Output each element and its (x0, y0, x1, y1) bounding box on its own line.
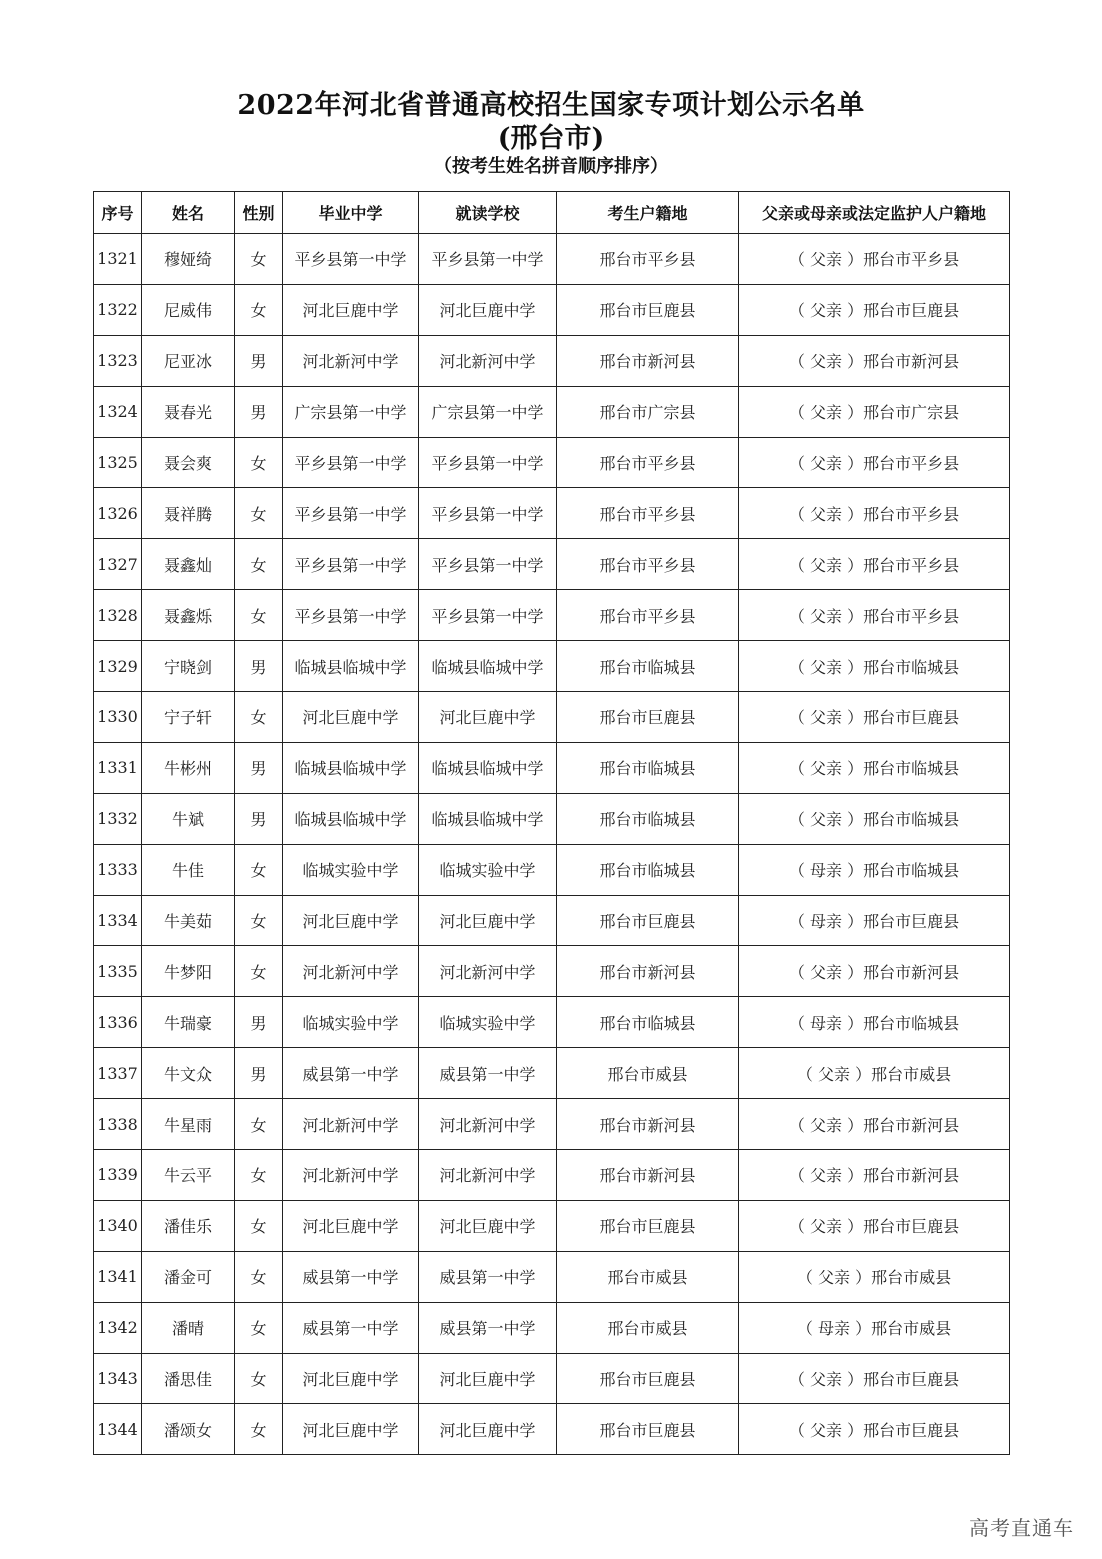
cell-name: 牛佳 (142, 844, 235, 895)
cell-gender: 女 (235, 590, 283, 641)
cell-student-registration: 邢台市平乡县 (557, 437, 739, 488)
cell-name: 牛星雨 (142, 1099, 235, 1150)
document-title: 2022年河北省普通高校招生国家专项计划公示名单 (237, 90, 865, 121)
cell-gender: 女 (235, 539, 283, 590)
table-row (94, 488, 1010, 539)
cell-number: 1324 (94, 386, 142, 437)
cell-current-school: 河北新河中学 (419, 1099, 557, 1150)
header-cell-current-school: 就读学校 (419, 192, 557, 234)
cell-graduation-school: 威县第一中学 (283, 1048, 419, 1099)
sort-note: （按考生姓名拼音顺序排序） (434, 156, 668, 177)
cell-current-school: 威县第一中学 (419, 1048, 557, 1099)
table-row (94, 641, 1010, 692)
cell-gender: 女 (235, 1200, 283, 1251)
cell-number: 1340 (94, 1200, 142, 1251)
cell-name: 宁晓剑 (142, 641, 235, 692)
cell-current-school: 临城实验中学 (419, 997, 557, 1048)
cell-name: 牛斌 (142, 793, 235, 844)
cell-number: 1326 (94, 488, 142, 539)
cell-student-registration: 邢台市平乡县 (557, 539, 739, 590)
cell-gender: 女 (235, 437, 283, 488)
cell-current-school: 河北巨鹿中学 (419, 1353, 557, 1404)
cell-current-school: 临城县临城中学 (419, 742, 557, 793)
cell-graduation-school: 河北巨鹿中学 (283, 692, 419, 743)
cell-name: 潘晴 (142, 1302, 235, 1353)
cell-student-registration: 邢台市威县 (557, 1251, 739, 1302)
cell-guardian-registration: （ 父亲 ）邢台市巨鹿县 (739, 1404, 1010, 1455)
table-row (94, 1200, 1010, 1251)
cell-gender: 女 (235, 234, 283, 285)
cell-guardian-registration: （ 父亲 ）邢台市临城县 (739, 742, 1010, 793)
cell-current-school: 河北巨鹿中学 (419, 895, 557, 946)
cell-current-school: 临城实验中学 (419, 844, 557, 895)
cell-number: 1338 (94, 1099, 142, 1150)
cell-graduation-school: 河北新河中学 (283, 1150, 419, 1201)
cell-guardian-registration: （ 父亲 ）邢台市威县 (739, 1048, 1010, 1099)
header-cell-number: 序号 (94, 192, 142, 234)
cell-name: 牛云平 (142, 1150, 235, 1201)
cell-number: 1330 (94, 692, 142, 743)
cell-student-registration: 邢台市巨鹿县 (557, 1353, 739, 1404)
cell-guardian-registration: （ 父亲 ）邢台市新河县 (739, 1099, 1010, 1150)
cell-name: 聂春光 (142, 386, 235, 437)
cell-name: 牛文众 (142, 1048, 235, 1099)
watermark-text: 高考直通车 (969, 1516, 1074, 1540)
cell-guardian-registration: （ 父亲 ）邢台市平乡县 (739, 488, 1010, 539)
cell-graduation-school: 河北新河中学 (283, 335, 419, 386)
cell-current-school: 河北巨鹿中学 (419, 1404, 557, 1455)
cell-student-registration: 邢台市新河县 (557, 946, 739, 997)
cell-name: 牛彬州 (142, 742, 235, 793)
cell-current-school: 河北新河中学 (419, 1150, 557, 1201)
table-row (94, 946, 1010, 997)
cell-gender: 女 (235, 895, 283, 946)
header-cell-guardian-registration: 父亲或母亲或法定监护人户籍地 (739, 192, 1010, 234)
table-row (94, 1099, 1010, 1150)
cell-number: 1331 (94, 742, 142, 793)
cell-student-registration: 邢台市临城县 (557, 742, 739, 793)
cell-student-registration: 邢台市平乡县 (557, 234, 739, 285)
cell-name: 尼亚冰 (142, 335, 235, 386)
table-row (94, 590, 1010, 641)
table-row (94, 1048, 1010, 1099)
cell-guardian-registration: （ 父亲 ）邢台市巨鹿县 (739, 1353, 1010, 1404)
cell-graduation-school: 平乡县第一中学 (283, 539, 419, 590)
cell-number: 1342 (94, 1302, 142, 1353)
cell-number: 1322 (94, 284, 142, 335)
table-row (94, 335, 1010, 386)
cell-current-school: 威县第一中学 (419, 1251, 557, 1302)
cell-student-registration: 邢台市临城县 (557, 641, 739, 692)
cell-number: 1334 (94, 895, 142, 946)
cell-graduation-school: 河北新河中学 (283, 1099, 419, 1150)
cell-number: 1325 (94, 437, 142, 488)
cell-graduation-school: 临城县临城中学 (283, 742, 419, 793)
cell-graduation-school: 威县第一中学 (283, 1302, 419, 1353)
cell-guardian-registration: （ 父亲 ）邢台市平乡县 (739, 437, 1010, 488)
cell-student-registration: 邢台市巨鹿县 (557, 1200, 739, 1251)
cell-current-school: 临城县临城中学 (419, 641, 557, 692)
cell-guardian-registration: （ 父亲 ）邢台市巨鹿县 (739, 284, 1010, 335)
cell-student-registration: 邢台市巨鹿县 (557, 284, 739, 335)
cell-guardian-registration: （ 父亲 ）邢台市巨鹿县 (739, 692, 1010, 743)
table-row (94, 895, 1010, 946)
table-row (94, 1302, 1010, 1353)
cell-name: 聂鑫烁 (142, 590, 235, 641)
header-cell-student-registration: 考生户籍地 (557, 192, 739, 234)
table-row (94, 1251, 1010, 1302)
cell-gender: 女 (235, 284, 283, 335)
cell-guardian-registration: （ 父亲 ）邢台市平乡县 (739, 539, 1010, 590)
cell-guardian-registration: （ 父亲 ）邢台市临城县 (739, 641, 1010, 692)
table-row (94, 1353, 1010, 1404)
cell-student-registration: 邢台市临城县 (557, 997, 739, 1048)
cell-name: 牛美茹 (142, 895, 235, 946)
cell-gender: 男 (235, 335, 283, 386)
cell-number: 1321 (94, 234, 142, 285)
cell-gender: 男 (235, 641, 283, 692)
cell-current-school: 平乡县第一中学 (419, 590, 557, 641)
cell-guardian-registration: （ 母亲 ）邢台市巨鹿县 (739, 895, 1010, 946)
cell-student-registration: 邢台市新河县 (557, 335, 739, 386)
cell-current-school: 河北新河中学 (419, 946, 557, 997)
cell-graduation-school: 平乡县第一中学 (283, 234, 419, 285)
cell-gender: 男 (235, 793, 283, 844)
cell-name: 潘思佳 (142, 1353, 235, 1404)
cell-current-school: 平乡县第一中学 (419, 234, 557, 285)
cell-name: 聂会爽 (142, 437, 235, 488)
cell-gender: 女 (235, 1302, 283, 1353)
cell-student-registration: 邢台市广宗县 (557, 386, 739, 437)
cell-graduation-school: 平乡县第一中学 (283, 488, 419, 539)
cell-gender: 女 (235, 488, 283, 539)
cell-graduation-school: 平乡县第一中学 (283, 590, 419, 641)
cell-current-school: 平乡县第一中学 (419, 437, 557, 488)
table-row (94, 844, 1010, 895)
cell-current-school: 河北巨鹿中学 (419, 284, 557, 335)
cell-number: 1323 (94, 335, 142, 386)
cell-gender: 男 (235, 997, 283, 1048)
cell-current-school: 平乡县第一中学 (419, 488, 557, 539)
cell-guardian-registration: （ 父亲 ）邢台市临城县 (739, 793, 1010, 844)
cell-guardian-registration: （ 母亲 ）邢台市临城县 (739, 844, 1010, 895)
cell-current-school: 河北新河中学 (419, 335, 557, 386)
roster-table (93, 191, 1010, 1455)
cell-graduation-school: 河北巨鹿中学 (283, 1404, 419, 1455)
cell-number: 1329 (94, 641, 142, 692)
cell-student-registration: 邢台市新河县 (557, 1099, 739, 1150)
table-row (94, 1150, 1010, 1201)
cell-guardian-registration: （ 母亲 ）邢台市威县 (739, 1302, 1010, 1353)
cell-number: 1341 (94, 1251, 142, 1302)
cell-name: 尼威伟 (142, 284, 235, 335)
cell-current-school: 广宗县第一中学 (419, 386, 557, 437)
cell-student-registration: 邢台市平乡县 (557, 488, 739, 539)
table-row (94, 386, 1010, 437)
header-cell-graduation-school: 毕业中学 (283, 192, 419, 234)
table-body (94, 234, 1010, 1455)
cell-number: 1343 (94, 1353, 142, 1404)
cell-gender: 女 (235, 946, 283, 997)
cell-graduation-school: 河北巨鹿中学 (283, 1200, 419, 1251)
cell-gender: 女 (235, 1150, 283, 1201)
header-cell-name: 姓名 (142, 192, 235, 234)
cell-gender: 女 (235, 1353, 283, 1404)
cell-guardian-registration: （ 父亲 ）邢台市巨鹿县 (739, 1200, 1010, 1251)
cell-guardian-registration: （ 父亲 ）邢台市新河县 (739, 335, 1010, 386)
cell-guardian-registration: （ 父亲 ）邢台市威县 (739, 1251, 1010, 1302)
cell-number: 1332 (94, 793, 142, 844)
cell-student-registration: 邢台市威县 (557, 1302, 739, 1353)
cell-graduation-school: 临城县临城中学 (283, 641, 419, 692)
cell-guardian-registration: （ 父亲 ）邢台市新河县 (739, 946, 1010, 997)
cell-number: 1344 (94, 1404, 142, 1455)
cell-gender: 女 (235, 844, 283, 895)
cell-student-registration: 邢台市威县 (557, 1048, 739, 1099)
table-row (94, 692, 1010, 743)
cell-name: 穆娅绮 (142, 234, 235, 285)
table-row (94, 284, 1010, 335)
cell-gender: 女 (235, 1099, 283, 1150)
cell-student-registration: 邢台市新河县 (557, 1150, 739, 1201)
cell-name: 潘颂女 (142, 1404, 235, 1455)
cell-gender: 男 (235, 1048, 283, 1099)
cell-guardian-registration: （ 父亲 ）邢台市平乡县 (739, 590, 1010, 641)
table-row (94, 539, 1010, 590)
cell-gender: 女 (235, 1251, 283, 1302)
cell-name: 牛瑞豪 (142, 997, 235, 1048)
cell-gender: 女 (235, 692, 283, 743)
table-row (94, 1404, 1010, 1455)
table-row (94, 234, 1010, 285)
cell-student-registration: 邢台市巨鹿县 (557, 895, 739, 946)
cell-student-registration: 邢台市临城县 (557, 844, 739, 895)
cell-number: 1333 (94, 844, 142, 895)
cell-current-school: 河北巨鹿中学 (419, 692, 557, 743)
table-row (94, 742, 1010, 793)
cell-graduation-school: 广宗县第一中学 (283, 386, 419, 437)
cell-graduation-school: 临城实验中学 (283, 844, 419, 895)
cell-name: 牛梦阳 (142, 946, 235, 997)
cell-student-registration: 邢台市平乡县 (557, 590, 739, 641)
cell-graduation-school: 河北巨鹿中学 (283, 284, 419, 335)
cell-number: 1335 (94, 946, 142, 997)
cell-name: 潘金可 (142, 1251, 235, 1302)
cell-name: 宁子轩 (142, 692, 235, 743)
cell-graduation-school: 临城实验中学 (283, 997, 419, 1048)
cell-number: 1337 (94, 1048, 142, 1099)
cell-number: 1339 (94, 1150, 142, 1201)
cell-guardian-registration: （ 父亲 ）邢台市广宗县 (739, 386, 1010, 437)
cell-graduation-school: 河北巨鹿中学 (283, 895, 419, 946)
cell-guardian-registration: （ 父亲 ）邢台市平乡县 (739, 234, 1010, 285)
cell-graduation-school: 平乡县第一中学 (283, 437, 419, 488)
cell-gender: 男 (235, 742, 283, 793)
cell-guardian-registration: （ 母亲 ）邢台市临城县 (739, 997, 1010, 1048)
table-header-row (94, 192, 1010, 234)
cell-guardian-registration: （ 父亲 ）邢台市新河县 (739, 1150, 1010, 1201)
cell-name: 聂祥腾 (142, 488, 235, 539)
cell-current-school: 平乡县第一中学 (419, 539, 557, 590)
cell-number: 1327 (94, 539, 142, 590)
table-row (94, 997, 1010, 1048)
cell-graduation-school: 临城县临城中学 (283, 793, 419, 844)
cell-student-registration: 邢台市巨鹿县 (557, 1404, 739, 1455)
cell-gender: 男 (235, 386, 283, 437)
table-row (94, 437, 1010, 488)
document-subtitle: (邢台市) (497, 123, 605, 154)
cell-student-registration: 邢台市临城县 (557, 793, 739, 844)
cell-student-registration: 邢台市巨鹿县 (557, 692, 739, 743)
cell-name: 聂鑫灿 (142, 539, 235, 590)
table-row (94, 793, 1010, 844)
header-cell-gender: 性别 (235, 192, 283, 234)
cell-current-school: 威县第一中学 (419, 1302, 557, 1353)
cell-number: 1328 (94, 590, 142, 641)
cell-graduation-school: 河北巨鹿中学 (283, 1353, 419, 1404)
cell-gender: 女 (235, 1404, 283, 1455)
cell-number: 1336 (94, 997, 142, 1048)
cell-name: 潘佳乐 (142, 1200, 235, 1251)
cell-current-school: 河北巨鹿中学 (419, 1200, 557, 1251)
cell-graduation-school: 威县第一中学 (283, 1251, 419, 1302)
cell-graduation-school: 河北新河中学 (283, 946, 419, 997)
cell-current-school: 临城县临城中学 (419, 793, 557, 844)
